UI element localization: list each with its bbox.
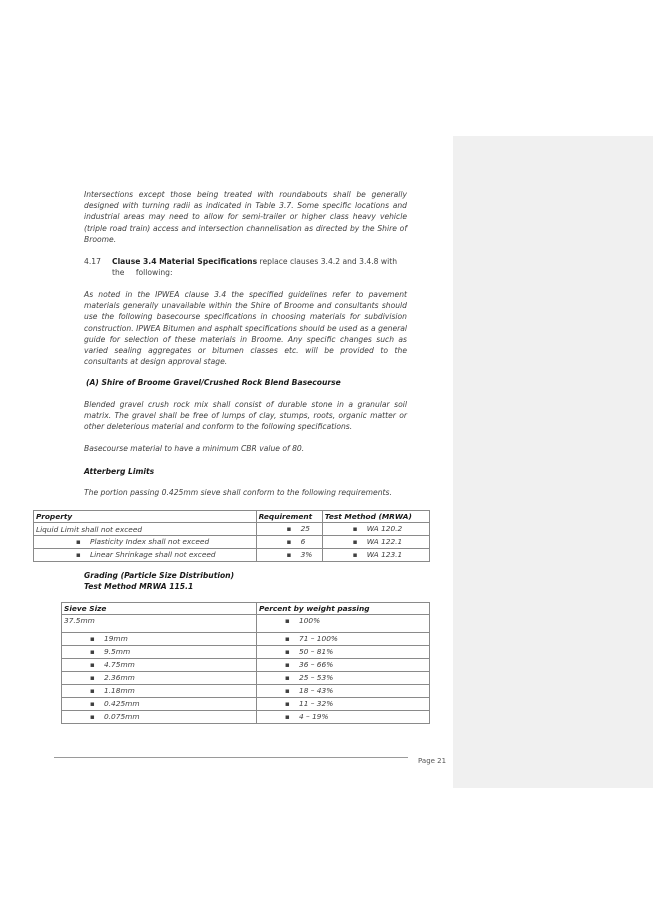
bullet-icon [287,537,301,546]
atterberg-heading: Atterberg Limits [84,467,155,476]
ipwea-paragraph: As noted in the IPWEA clause 3.4 the specified guidelines refer to pavement materials generally unavailable within the Shire of Broome and consultants should use the following basecourse specifications in choosing materials for subdivision construction. IPWEA Bitumen and asphalt specifications should be used as a general guide for selection of these materials in Broome. Any specific changes such as varied sealing aggregates or bitumen classes etc. will be provided to the consultants at design approval stage. [84,290,407,367]
bullet-icon [285,699,299,708]
table-header-row [34,511,430,523]
sieve-size-cell: ▪ 9.5mm [62,646,257,659]
requirement-cell: ▪ 25 [256,523,322,536]
method-cell: ▪ WA 122.1 [322,536,429,549]
bullet-icon [287,524,301,533]
bullet-icon [76,537,90,546]
clause-number: 4.17 [84,257,101,266]
intro-paragraph: Intersections except those being treated with roundabouts shall be generally designed with turning radii as indicated in Table 3.7. Some specific locations and industrial areas may need to allow for semi-trailer or higher class heavy vehicle (triple road train) access and intersection channelisation as directed by the Shire of Broome. [84,190,407,244]
header-property: Property [34,511,257,523]
percent-passing-cell: ▪ 36 – 66% [257,659,430,672]
sieve-size-cell: ▪ 0.075mm [62,711,257,724]
header-test-method: Test Method (MRWA) [322,511,429,523]
table-row [62,615,430,633]
bullet-icon [353,524,367,533]
clause-body [112,256,409,278]
sieve-size-cell: ▪ 1.18mm [62,685,257,698]
bullet-icon [285,686,299,695]
percent-passing-cell: ▪ 25 – 53% [257,672,430,685]
bullet-icon [287,550,301,559]
property-cell: ▪ Linear Shrinkage shall not exceed [34,549,257,562]
section-a-heading: (A) Shire of Broome Gravel/Crushed Rock Blend Basecourse [86,378,341,387]
bullet-icon [285,712,299,721]
table-row [34,536,430,549]
method-cell: ▪ WA 120.2 [322,523,429,536]
blended-paragraph: Blended gravel crush rock mix shall consist of durable stone in a granular soil matrix. The gravel shall be free of lumps of clay, stumps, roots, organic matter or other deleterious material and conform to the following specifications. [84,400,407,432]
percent-passing-cell: ▪ 18 – 43% [257,685,430,698]
atterberg-table [33,510,430,562]
sieve-size-cell: 37.5mm [62,615,257,633]
percent-passing-cell: ▪ 11 – 32% [257,698,430,711]
bullet-icon [90,686,104,695]
clause-text: replace clauses 3.4.2 and 3.4.8 with the following: [112,257,398,278]
bullet-icon [90,699,104,708]
percent-passing-cell: ▪ 71 – 100% [257,633,430,646]
table-row [62,672,430,685]
clause-title: Clause 3.4 Material Specifications [112,257,258,266]
bullet-icon [90,712,104,721]
sieve-size-cell: ▪ 2.36mm [62,672,257,685]
page-number: Page 21 [418,757,447,765]
method-cell: ▪ WA 123.1 [322,549,429,562]
footer-divider [54,757,408,758]
table-row [34,523,430,536]
percent-passing-cell: ▪ 100% [257,615,430,633]
header-sieve-size: Sieve Size [62,603,257,615]
bullet-icon [285,634,299,643]
table-row [34,549,430,562]
percent-passing-cell: ▪ 50 – 81% [257,646,430,659]
percent-passing-cell: ▪ 4 – 19% [257,711,430,724]
table-row [62,711,430,724]
bullet-icon [285,660,299,669]
bullet-icon [76,550,90,559]
cbr-paragraph: Basecourse material to have a minimum CBR value of 80. [84,444,305,453]
sieve-size-cell: ▪ 0.425mm [62,698,257,711]
table-row [62,685,430,698]
sieve-size-cell: ▪ 19mm [62,633,257,646]
bullet-icon [285,673,299,682]
bullet-icon [285,647,299,656]
grading-heading: Grading (Particle Size Distribution) [84,571,235,580]
bullet-icon [90,647,104,656]
table-row [62,698,430,711]
atterberg-intro: The portion passing 0.425mm sieve shall conform to the following requirements. [84,488,392,497]
grading-table [61,602,430,724]
requirement-cell: ▪ 6 [256,536,322,549]
bullet-icon [353,550,367,559]
table-header-row [62,603,430,615]
property-cell: Liquid Limit shall not exceed [34,523,257,536]
requirement-cell: ▪ 3% [256,549,322,562]
bullet-icon [285,616,299,625]
bullet-icon [90,634,104,643]
property-cell: ▪ Plasticity Index shall not exceed [34,536,257,549]
header-percent-passing: Percent by weight passing [257,603,430,615]
table-row [62,659,430,672]
bullet-icon [90,660,104,669]
table-row [62,646,430,659]
bullet-icon [353,537,367,546]
bullet-icon [90,673,104,682]
comment-pane [453,136,653,788]
sieve-size-cell: ▪ 4.75mm [62,659,257,672]
table-row [62,633,430,646]
header-requirement: Requirement [256,511,322,523]
grading-test-method-heading: Test Method MRWA 115.1 [84,582,194,591]
